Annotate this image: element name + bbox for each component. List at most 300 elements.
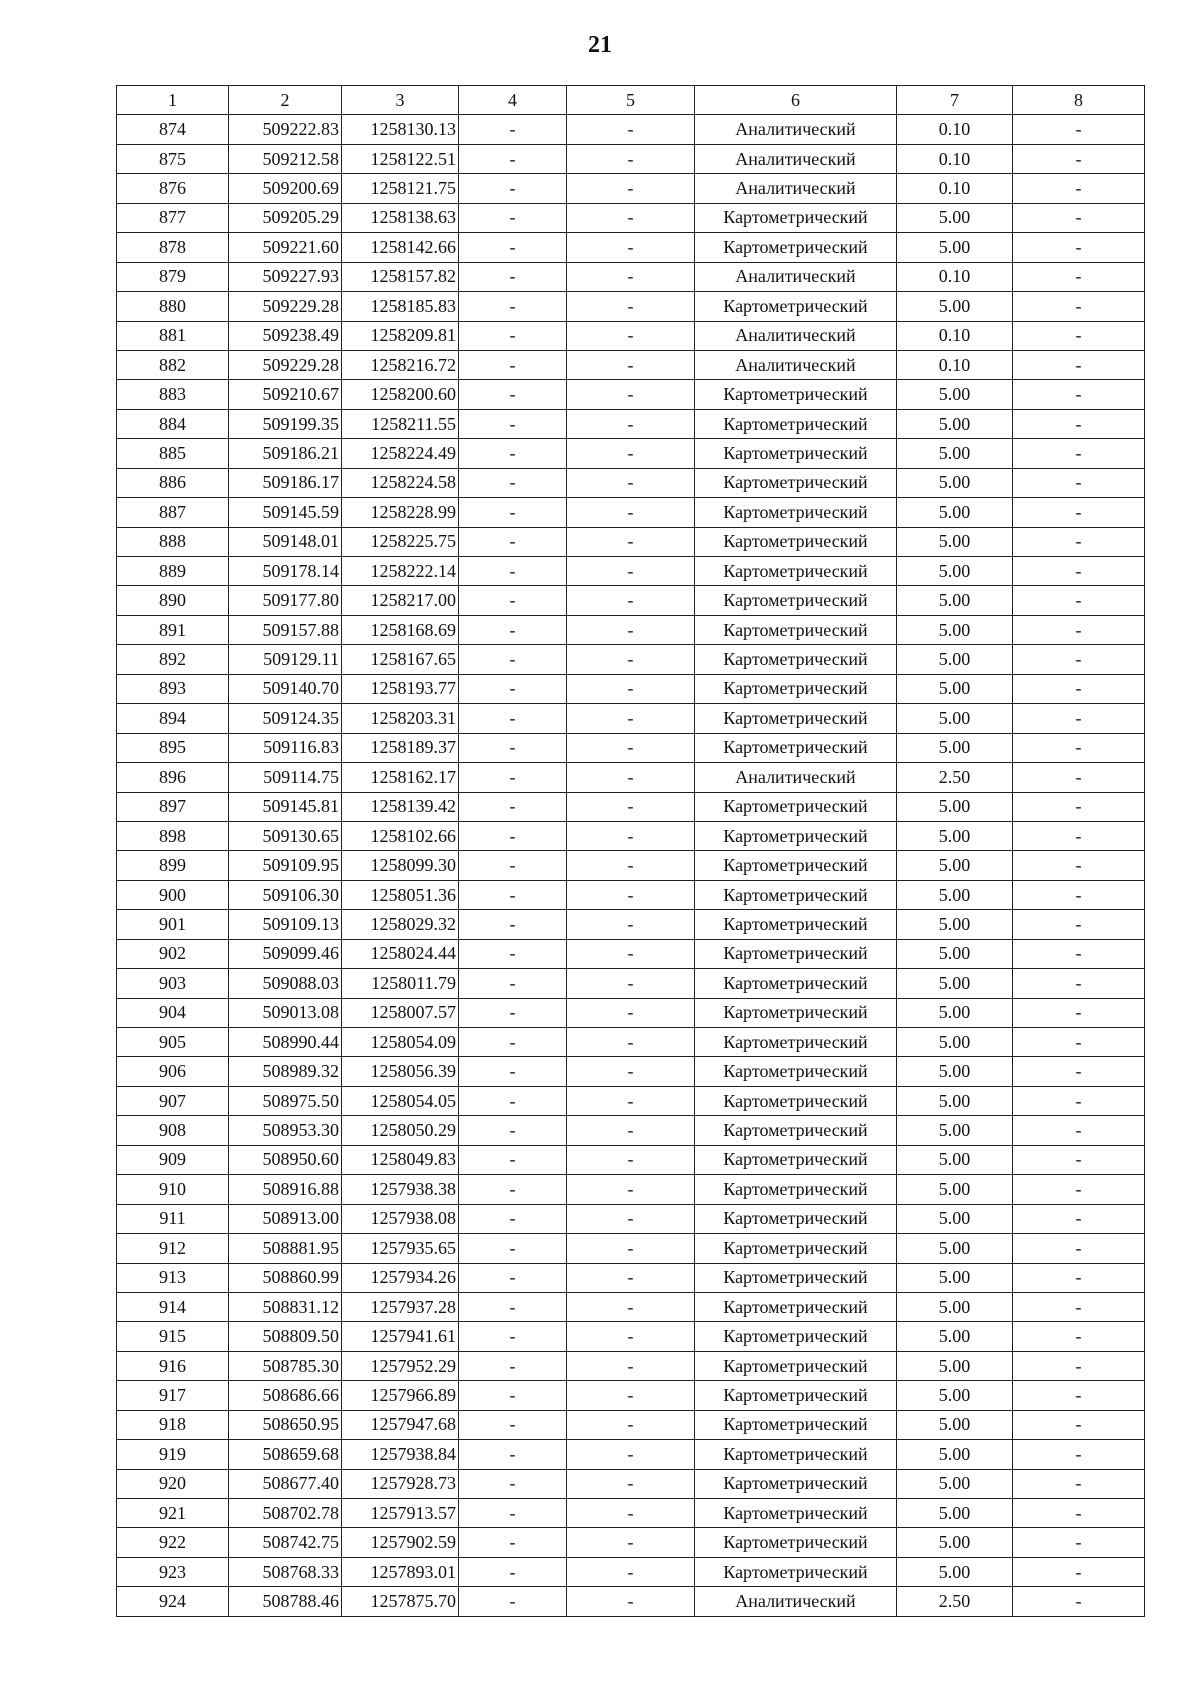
table-row <box>117 645 1145 674</box>
table-cell: - <box>1013 115 1145 144</box>
table-cell: Картометрический <box>695 380 897 409</box>
table-cell: Картометрический <box>695 498 897 527</box>
table-cell: 509109.95 <box>229 851 342 880</box>
table-cell: 916 <box>117 1351 229 1380</box>
table-cell: 509227.93 <box>229 262 342 291</box>
table-cell: 1258203.31 <box>342 704 459 733</box>
table-row <box>117 262 1145 291</box>
table-cell: 1258054.09 <box>342 1028 459 1057</box>
table-cell: - <box>1013 1175 1145 1204</box>
table-cell: 5.00 <box>897 1145 1013 1174</box>
table-cell: 894 <box>117 704 229 733</box>
table-cell: 509157.88 <box>229 615 342 644</box>
table-cell: 5.00 <box>897 1116 1013 1145</box>
table-cell: - <box>1013 262 1145 291</box>
table-cell: - <box>567 115 695 144</box>
table-cell: - <box>567 1145 695 1174</box>
table-cell: 508990.44 <box>229 1028 342 1057</box>
table-cell: 906 <box>117 1057 229 1086</box>
table-row <box>117 527 1145 556</box>
table-cell: 508916.88 <box>229 1175 342 1204</box>
table-cell: - <box>567 498 695 527</box>
table-cell: 508975.50 <box>229 1086 342 1115</box>
table-cell: 1258049.83 <box>342 1145 459 1174</box>
table-cell: - <box>1013 498 1145 527</box>
table-row <box>117 910 1145 939</box>
table-cell: - <box>459 262 567 291</box>
table-cell: 509221.60 <box>229 233 342 262</box>
table-cell: 5.00 <box>897 439 1013 468</box>
table-cell: 5.00 <box>897 527 1013 556</box>
table-cell: 5.00 <box>897 1469 1013 1498</box>
table-cell: - <box>459 1145 567 1174</box>
table-cell: 1258051.36 <box>342 880 459 909</box>
table-cell: - <box>1013 1057 1145 1086</box>
table-cell: - <box>459 144 567 173</box>
table-cell: - <box>1013 1528 1145 1557</box>
table-cell: 920 <box>117 1469 229 1498</box>
table-cell: 509088.03 <box>229 969 342 998</box>
table-cell: - <box>459 880 567 909</box>
table-cell: 509229.28 <box>229 292 342 321</box>
table-cell: 5.00 <box>897 880 1013 909</box>
column-header: 3 <box>342 86 459 115</box>
table-cell: - <box>459 1469 567 1498</box>
table-cell: - <box>1013 674 1145 703</box>
table-cell: 911 <box>117 1204 229 1233</box>
table-cell: Картометрический <box>695 880 897 909</box>
table-cell: - <box>1013 880 1145 909</box>
table-cell: 509140.70 <box>229 674 342 703</box>
table-cell: Картометрический <box>695 1499 897 1528</box>
table-cell: Картометрический <box>695 1263 897 1292</box>
table-cell: Картометрический <box>695 1028 897 1057</box>
table-cell: - <box>567 1322 695 1351</box>
table-cell: - <box>459 527 567 556</box>
table-cell: 508809.50 <box>229 1322 342 1351</box>
table-row <box>117 380 1145 409</box>
table-cell: 5.00 <box>897 1086 1013 1115</box>
table-cell: 508913.00 <box>229 1204 342 1233</box>
table-cell: Картометрический <box>695 203 897 232</box>
table-row <box>117 1234 1145 1263</box>
table-row <box>117 1528 1145 1557</box>
table-cell: 0.10 <box>897 350 1013 379</box>
table-cell: 509177.80 <box>229 586 342 615</box>
table-cell: - <box>567 1440 695 1469</box>
table-cell: - <box>1013 527 1145 556</box>
table-row <box>117 321 1145 350</box>
table-cell: - <box>567 1557 695 1586</box>
table-cell: - <box>459 1440 567 1469</box>
table-cell: Аналитический <box>695 321 897 350</box>
table-row <box>117 1557 1145 1586</box>
table-cell: 1258024.44 <box>342 939 459 968</box>
table-cell: Картометрический <box>695 527 897 556</box>
table-cell: Картометрический <box>695 939 897 968</box>
table-cell: 509212.58 <box>229 144 342 173</box>
table-cell: 900 <box>117 880 229 909</box>
table-cell: Картометрический <box>695 969 897 998</box>
table-cell: 1258211.55 <box>342 409 459 438</box>
table-cell: 1258007.57 <box>342 998 459 1027</box>
table-cell: - <box>1013 557 1145 586</box>
table-cell: - <box>1013 821 1145 850</box>
table-cell: 1258054.05 <box>342 1086 459 1115</box>
table-cell: 0.10 <box>897 262 1013 291</box>
table-cell: 879 <box>117 262 229 291</box>
table-cell: - <box>567 292 695 321</box>
table-row <box>117 586 1145 615</box>
table-row <box>117 733 1145 762</box>
table-cell: 1258099.30 <box>342 851 459 880</box>
table-row <box>117 1322 1145 1351</box>
table-cell: - <box>567 468 695 497</box>
table-row <box>117 998 1145 1027</box>
table-cell: Картометрический <box>695 821 897 850</box>
table-cell: Картометрический <box>695 1381 897 1410</box>
table-cell: - <box>459 1086 567 1115</box>
table-cell: - <box>1013 144 1145 173</box>
table-cell: Аналитический <box>695 174 897 203</box>
table-row <box>117 557 1145 586</box>
table-row <box>117 880 1145 909</box>
table-cell: 1257938.38 <box>342 1175 459 1204</box>
table-cell: - <box>459 380 567 409</box>
table-cell: 509130.65 <box>229 821 342 850</box>
table-cell: - <box>567 969 695 998</box>
table-cell: - <box>567 203 695 232</box>
table-cell: - <box>459 586 567 615</box>
table-cell: - <box>567 704 695 733</box>
table-cell: 909 <box>117 1145 229 1174</box>
table-cell: 883 <box>117 380 229 409</box>
table-row <box>117 350 1145 379</box>
table-row <box>117 674 1145 703</box>
table-cell: 880 <box>117 292 229 321</box>
table-cell: - <box>459 1057 567 1086</box>
table-row <box>117 851 1145 880</box>
table-cell: - <box>1013 763 1145 792</box>
table-cell: Аналитический <box>695 763 897 792</box>
table-cell: 5.00 <box>897 851 1013 880</box>
table-cell: - <box>567 557 695 586</box>
table-cell: 508831.12 <box>229 1292 342 1321</box>
table-cell: 919 <box>117 1440 229 1469</box>
table-cell: Картометрический <box>695 1234 897 1263</box>
table-cell: 5.00 <box>897 1440 1013 1469</box>
table-cell: 1258142.66 <box>342 233 459 262</box>
table-row <box>117 1057 1145 1086</box>
column-header: 8 <box>1013 86 1145 115</box>
table-cell: 509186.17 <box>229 468 342 497</box>
table-cell: - <box>459 1410 567 1439</box>
table-cell: - <box>459 1499 567 1528</box>
table-cell: 1258139.42 <box>342 792 459 821</box>
table-cell: 509109.13 <box>229 910 342 939</box>
table-cell: 508702.78 <box>229 1499 342 1528</box>
table-cell: - <box>567 1086 695 1115</box>
table-cell: - <box>459 1528 567 1557</box>
table-row <box>117 1351 1145 1380</box>
table-cell: - <box>1013 321 1145 350</box>
table-cell: 509145.59 <box>229 498 342 527</box>
table-cell: 5.00 <box>897 1263 1013 1292</box>
table-cell: - <box>567 674 695 703</box>
table-cell: 508677.40 <box>229 1469 342 1498</box>
table-cell: 908 <box>117 1116 229 1145</box>
table-cell: 875 <box>117 144 229 173</box>
table-cell: - <box>567 1263 695 1292</box>
table-cell: 905 <box>117 1028 229 1057</box>
table-cell: - <box>1013 615 1145 644</box>
column-header: 2 <box>229 86 342 115</box>
table-cell: 509124.35 <box>229 704 342 733</box>
table-cell: - <box>459 998 567 1027</box>
column-header: 1 <box>117 86 229 115</box>
table-cell: Картометрический <box>695 557 897 586</box>
table-row <box>117 292 1145 321</box>
table-cell: 1258189.37 <box>342 733 459 762</box>
table-row <box>117 1204 1145 1233</box>
table-cell: - <box>459 409 567 438</box>
table-row <box>117 1145 1145 1174</box>
table-cell: 508860.99 <box>229 1263 342 1292</box>
table-cell: - <box>459 1557 567 1586</box>
table-cell: - <box>567 645 695 674</box>
table-row <box>117 821 1145 850</box>
table-cell: Картометрический <box>695 1528 897 1557</box>
table-cell: Картометрический <box>695 910 897 939</box>
table-cell: - <box>567 880 695 909</box>
table-cell: 5.00 <box>897 292 1013 321</box>
table-cell: 508950.60 <box>229 1145 342 1174</box>
table-cell: 898 <box>117 821 229 850</box>
table-cell: Картометрический <box>695 1145 897 1174</box>
table-cell: Картометрический <box>695 1469 897 1498</box>
table-cell: - <box>567 1499 695 1528</box>
table-cell: 1258224.49 <box>342 439 459 468</box>
table-cell: Картометрический <box>695 792 897 821</box>
table-cell: 885 <box>117 439 229 468</box>
table-cell: 5.00 <box>897 1499 1013 1528</box>
table-cell: 1258130.13 <box>342 115 459 144</box>
table-cell: Картометрический <box>695 645 897 674</box>
table-cell: 1258056.39 <box>342 1057 459 1086</box>
table-cell: 508768.33 <box>229 1557 342 1586</box>
table-cell: - <box>459 1381 567 1410</box>
table-cell: - <box>1013 1557 1145 1586</box>
table-cell: 902 <box>117 939 229 968</box>
table-row <box>117 1587 1145 1616</box>
table-cell: - <box>459 203 567 232</box>
table-cell: 915 <box>117 1322 229 1351</box>
table-cell: 509148.01 <box>229 527 342 556</box>
table-row <box>117 1440 1145 1469</box>
table-cell: Картометрический <box>695 1116 897 1145</box>
table-cell: - <box>1013 1204 1145 1233</box>
table-cell: - <box>1013 468 1145 497</box>
table-cell: - <box>1013 704 1145 733</box>
table-cell: 890 <box>117 586 229 615</box>
table-cell: 1257902.59 <box>342 1528 459 1557</box>
table-cell: 508953.30 <box>229 1116 342 1145</box>
table-cell: - <box>459 321 567 350</box>
table-cell: - <box>1013 350 1145 379</box>
table-cell: 508788.46 <box>229 1587 342 1616</box>
table-cell: - <box>1013 1145 1145 1174</box>
table-row <box>117 1292 1145 1321</box>
table-cell: 5.00 <box>897 468 1013 497</box>
table-cell: - <box>1013 969 1145 998</box>
table-cell: Картометрический <box>695 1175 897 1204</box>
table-row <box>117 468 1145 497</box>
table-cell: - <box>459 704 567 733</box>
table-cell: 1257893.01 <box>342 1557 459 1586</box>
table-cell: 887 <box>117 498 229 527</box>
table-cell: 5.00 <box>897 586 1013 615</box>
table-cell: - <box>1013 586 1145 615</box>
table-cell: 509210.67 <box>229 380 342 409</box>
table-cell: 0.10 <box>897 115 1013 144</box>
table-cell: - <box>567 998 695 1027</box>
table-cell: 1258200.60 <box>342 380 459 409</box>
table-cell: - <box>459 1292 567 1321</box>
table-cell: Аналитический <box>695 350 897 379</box>
table-cell: - <box>567 1116 695 1145</box>
table-cell: - <box>459 1175 567 1204</box>
table-row <box>117 704 1145 733</box>
table-cell: 922 <box>117 1528 229 1557</box>
table-cell: 1257938.08 <box>342 1204 459 1233</box>
table-cell: - <box>1013 1234 1145 1263</box>
table-cell: 509129.11 <box>229 645 342 674</box>
table-cell: - <box>459 468 567 497</box>
table-cell: 0.10 <box>897 321 1013 350</box>
table-cell: - <box>459 1234 567 1263</box>
table-cell: 913 <box>117 1263 229 1292</box>
table-cell: 899 <box>117 851 229 880</box>
table-cell: 2.50 <box>897 763 1013 792</box>
table-cell: 5.00 <box>897 1322 1013 1351</box>
table-cell: 5.00 <box>897 969 1013 998</box>
table-cell: - <box>567 1351 695 1380</box>
table-row <box>117 615 1145 644</box>
table-row <box>117 174 1145 203</box>
table-cell: - <box>567 1175 695 1204</box>
table-cell: 1258185.83 <box>342 292 459 321</box>
table-cell: - <box>459 292 567 321</box>
table-cell: 901 <box>117 910 229 939</box>
table-cell: 910 <box>117 1175 229 1204</box>
table-cell: - <box>1013 645 1145 674</box>
table-cell: - <box>459 1116 567 1145</box>
table-cell: 0.10 <box>897 174 1013 203</box>
table-cell: - <box>1013 1587 1145 1616</box>
table-cell: - <box>567 1057 695 1086</box>
table-cell: - <box>567 1528 695 1557</box>
table-cell: - <box>1013 792 1145 821</box>
table-cell: 921 <box>117 1499 229 1528</box>
table-cell: Картометрический <box>695 1351 897 1380</box>
table-cell: 509114.75 <box>229 763 342 792</box>
table-row <box>117 763 1145 792</box>
table-row <box>117 1410 1145 1439</box>
table-cell: - <box>567 233 695 262</box>
table-cell: - <box>567 1204 695 1233</box>
column-header: 7 <box>897 86 1013 115</box>
table-cell: 1258217.00 <box>342 586 459 615</box>
table-cell: 1258224.58 <box>342 468 459 497</box>
table-cell: - <box>567 763 695 792</box>
table-cell: - <box>459 939 567 968</box>
table-cell: - <box>1013 1322 1145 1351</box>
table-cell: 509106.30 <box>229 880 342 909</box>
table-row <box>117 969 1145 998</box>
table-cell: - <box>459 733 567 762</box>
table-cell: 881 <box>117 321 229 350</box>
table-row <box>117 1499 1145 1528</box>
table-cell: - <box>567 144 695 173</box>
table-cell: 5.00 <box>897 733 1013 762</box>
table-row <box>117 1175 1145 1204</box>
table-cell: 508785.30 <box>229 1351 342 1380</box>
table-cell: - <box>567 910 695 939</box>
table-cell: - <box>459 1263 567 1292</box>
table-cell: 882 <box>117 350 229 379</box>
column-header: 6 <box>695 86 897 115</box>
table-cell: 0.10 <box>897 144 1013 173</box>
table-cell: 1258050.29 <box>342 1116 459 1145</box>
table-cell: 903 <box>117 969 229 998</box>
table-cell: - <box>567 615 695 644</box>
table-cell: - <box>459 1351 567 1380</box>
table-cell: - <box>567 1292 695 1321</box>
table-cell: 508650.95 <box>229 1410 342 1439</box>
table-cell: 1258225.75 <box>342 527 459 556</box>
table-cell: 5.00 <box>897 1028 1013 1057</box>
table-cell: 5.00 <box>897 1557 1013 1586</box>
table-cell: - <box>459 1204 567 1233</box>
table-cell: - <box>1013 1086 1145 1115</box>
table-cell: Картометрический <box>695 233 897 262</box>
table-cell: 1257966.89 <box>342 1381 459 1410</box>
table-cell: 509200.69 <box>229 174 342 203</box>
table-body <box>117 115 1145 1616</box>
table-cell: 1258157.82 <box>342 262 459 291</box>
table-cell: - <box>567 439 695 468</box>
table-cell: - <box>459 557 567 586</box>
table-cell: - <box>1013 1499 1145 1528</box>
table-cell: 878 <box>117 233 229 262</box>
table-cell: Аналитический <box>695 115 897 144</box>
table-cell: 888 <box>117 527 229 556</box>
page-number: 21 <box>588 32 612 58</box>
table-cell: Картометрический <box>695 1086 897 1115</box>
table-cell: 509099.46 <box>229 939 342 968</box>
table-cell: 5.00 <box>897 203 1013 232</box>
table-cell: Картометрический <box>695 1440 897 1469</box>
table-cell: - <box>459 174 567 203</box>
table-row <box>117 115 1145 144</box>
table-cell: 508659.68 <box>229 1440 342 1469</box>
table-cell: 1257934.26 <box>342 1263 459 1292</box>
table-cell: - <box>567 586 695 615</box>
table-cell: 509238.49 <box>229 321 342 350</box>
table-cell: 508742.75 <box>229 1528 342 1557</box>
table-cell: - <box>1013 233 1145 262</box>
table-cell: Картометрический <box>695 998 897 1027</box>
